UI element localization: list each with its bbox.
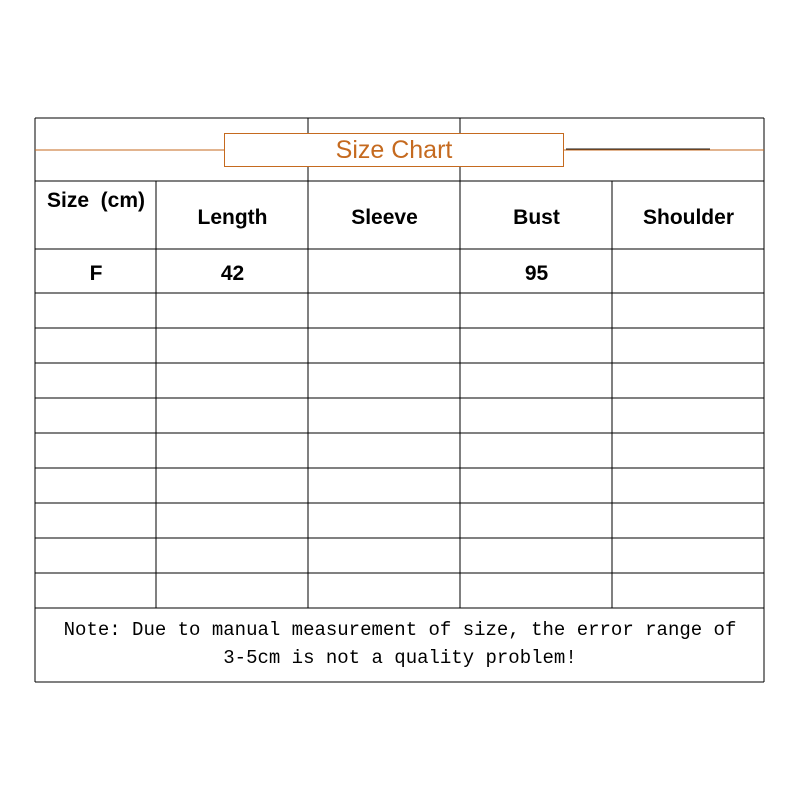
header-shoulder: Shoulder [642,206,734,229]
header-sleeve: Sleeve [351,206,418,229]
header-size: Size (cm) [46,189,146,212]
header-length: Length [197,206,268,229]
header-bust: Bust [513,206,560,229]
column-lines [156,167,612,608]
page-title: Size Chart [335,135,453,164]
measurement-note [36,616,764,672]
cell-bust: 95 [524,262,549,285]
note-line-2: 3-5cm is not a quality problem! [223,647,577,669]
title-box [224,133,564,167]
cell-size: F [89,262,103,285]
cell-length: 42 [220,262,245,285]
note-line-1: Note: Due to manual measurement of size, the error range of [63,619,737,641]
row-lines [35,249,764,608]
